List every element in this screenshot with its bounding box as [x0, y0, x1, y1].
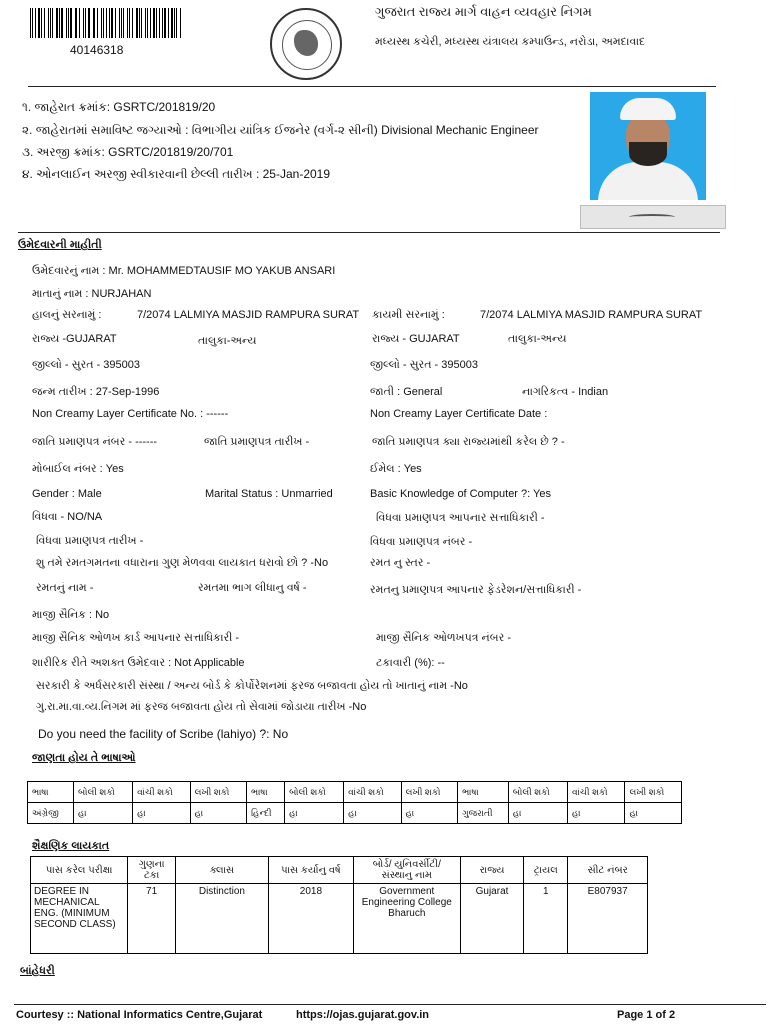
- footer-courtesy: Courtesy :: National Informatics Centre,Gujarat: [16, 1009, 263, 1021]
- taluka-permanent: તાલુકા-અન્ય: [508, 333, 567, 345]
- lang-r-cell: હા: [508, 803, 567, 824]
- state-permanent: રાજ્ય - GUJARAT: [372, 333, 460, 345]
- lang-h-cell: ભાષા: [247, 782, 285, 803]
- advert-post: ૨. જાહેરાતમાં સમાવિષ્ટ જગ્યાઓ : વિભાગીય યાંત્રિક ઈજનેર (વર્ગ-૨ સીની) Divisional Mechanic Engineer: [22, 123, 539, 137]
- education-header-row: [31, 857, 648, 884]
- physically-disabled: શારીરિક રીતે અશક્ત ઉમેદવાર : Not Applicable: [32, 657, 245, 669]
- ncl-certificate-no: Non Creamy Layer Certificate No. : ------: [32, 408, 229, 420]
- marital-status: Marital Status : Unmarried: [205, 488, 333, 500]
- lang-r-cell: હા: [344, 803, 401, 824]
- sports-cert-authority: રમતનુ પ્રમાણપત્ર આપનાર ફેડરેશન/સત્તાધિકારી -: [370, 584, 582, 596]
- edu-r-cell: 1: [524, 884, 568, 954]
- lang-r-cell: હિન્દી: [247, 803, 285, 824]
- caste: જાતી : General: [370, 386, 443, 398]
- widow-cert-authority: વિધવા પ્રમાણપત્ર આપનાર સત્તાધિકારી -: [376, 512, 545, 524]
- ex-serviceman-authority: માજી સૈનિક ઓળખ કાર્ડ આપનાર સત્તાધિકારી -: [32, 632, 240, 644]
- caste-cert-state: જાતિ પ્રમાણપત્ર ક્યા રાજ્યમાંથી કરેલ છે ? -: [372, 436, 565, 448]
- lang-r-cell: હા: [74, 803, 133, 824]
- edu-r-cell: Distinction: [175, 884, 268, 954]
- district-permanent: જીલ્લો - સુરત - 395003: [370, 359, 478, 371]
- last-date: ૪. ઓનલાઈન અરજી સ્વીકારવાની છેલ્લી તારીખ : 25-Jan-2019: [22, 167, 331, 181]
- education-section-title: શૈક્ષણિક લાયકાત: [32, 840, 110, 852]
- barcode-number: 40146318: [70, 43, 124, 57]
- languages-data-row: [28, 803, 682, 824]
- edu-r-cell: Government Engineering College Bharuch: [353, 884, 460, 954]
- ex-serviceman: માજી સૈનિક : No: [32, 609, 110, 621]
- footer-url[interactable]: https://ojas.gujarat.gov.in: [296, 1009, 430, 1021]
- languages-section-title: જાણતા હોય તે ભાષાઓ: [32, 752, 136, 764]
- date-of-birth: જન્મ તારીખ : 27-Sep-1996: [32, 386, 160, 398]
- lang-h-cell: બોલી શકો: [74, 782, 133, 803]
- lang-r-cell: ગુજરાતી: [458, 803, 509, 824]
- permanent-address: 7/2074 LALMIYA MASJID RAMPURA SURAT: [480, 309, 703, 321]
- edu-h-cell: રાજ્ય: [460, 857, 524, 884]
- candidate-section-title: ઉમેદવારની માહીતી: [18, 239, 102, 251]
- widow-cert-date: વિધવા પ્રમાણપત્ર તારીખ -: [36, 535, 144, 547]
- application-no: ૩. અરજી ક્રમાંક: GSRTC/201819/20/701: [22, 145, 234, 159]
- undertaking-title: બાંહેધરી: [20, 965, 55, 977]
- caste-cert-date: જાતિ પ્રમાણપત્ર તારીખ -: [204, 436, 310, 448]
- widow: વિધવા - NO/NA: [32, 511, 103, 523]
- scribe-facility: Do you need the facility of Scribe (lahiyo) ?: No: [38, 727, 289, 741]
- gsrtc-seal-icon: [270, 8, 342, 80]
- permanent-address-label: કાયમી સરનામું :: [372, 309, 445, 321]
- edu-r-cell: E807937: [568, 884, 648, 954]
- footer-divider: [14, 1004, 766, 1005]
- candidate-signature: [580, 205, 726, 229]
- org-name: ગુજરાત રાજ્ય માર્ગ વાહન વ્યવહાર નિગમ: [375, 4, 592, 19]
- languages-table: [27, 781, 682, 824]
- mobile: મોબાઈલ નંબર : Yes: [32, 463, 124, 475]
- email: ઈમેલ : Yes: [370, 463, 422, 475]
- disability-percent: ટકાવારી (%): --: [376, 657, 445, 669]
- sports-year: રમતમા ભાગ લીધાનુ વર્ષ -: [198, 582, 307, 594]
- lang-r-cell: હા: [401, 803, 457, 824]
- education-data-row: [31, 884, 648, 954]
- lang-h-cell: વાંચી શકો: [567, 782, 624, 803]
- lang-h-cell: લખી શકો: [625, 782, 682, 803]
- mother-name: માતાનું નામ : NURJAHAN: [32, 288, 152, 300]
- edu-h-cell: પાસ કર્યાનુ વર્ષ: [268, 857, 353, 884]
- candidate-name: ઉમેદવારનું નામ : Mr. MOHAMMEDTAUSIF MO YAKUB ANSARI: [32, 265, 336, 277]
- edu-h-cell: પાસ કરેલ પરીક્ષા: [31, 857, 128, 884]
- lang-r-cell: હા: [285, 803, 344, 824]
- section-divider: [18, 232, 720, 233]
- edu-r-cell: 71: [128, 884, 176, 954]
- lang-h-cell: ભાષા: [458, 782, 509, 803]
- caste-cert-no: જાતિ પ્રમાણપત્ર નંબર - ------: [32, 436, 158, 448]
- edu-h-cell: સીટ નંબર: [568, 857, 648, 884]
- sports-level: રમત નુ સ્તર -: [370, 557, 431, 569]
- org-address: મધ્યસ્થ કચેરી, મધ્યસ્થ યંત્રાલય કમ્પાઉન્ડ, નરોડા, અમદાવાદ: [375, 36, 646, 48]
- lang-r-cell: હા: [567, 803, 624, 824]
- lang-h-cell: ભાષા: [28, 782, 74, 803]
- edu-h-cell: ગુણના ટકા: [128, 857, 176, 884]
- edu-h-cell: ક્લાસ: [175, 857, 268, 884]
- sports-name: રમતનું નામ -: [36, 582, 94, 594]
- lang-h-cell: બોલી શકો: [508, 782, 567, 803]
- state-current: રાજ્ય -GUJARAT: [32, 333, 117, 345]
- languages-header-row: [28, 782, 682, 803]
- edu-h-cell: ટ્રાયલ: [524, 857, 568, 884]
- lang-r-cell: હા: [133, 803, 190, 824]
- widow-cert-no: વિધવા પ્રમાણપત્ર નંબર -: [370, 536, 473, 548]
- lang-r-cell: હા: [190, 803, 246, 824]
- sports-eligibility: શુ તમે રમતગમતના વધારાના ગુણ મેળવવા લાયકાત ધરાવો છો ? -No: [36, 557, 329, 569]
- barcode: [30, 8, 182, 38]
- lang-h-cell: બોલી શકો: [285, 782, 344, 803]
- education-table: [30, 856, 648, 954]
- computer-knowledge: Basic Knowledge of Computer ?: Yes: [370, 488, 552, 500]
- lang-h-cell: લખી શકો: [190, 782, 246, 803]
- advert-no: ૧. જાહેરાત ક્રમાંક: GSRTC/201819/20: [22, 100, 216, 114]
- lang-h-cell: વાંચી શકો: [133, 782, 190, 803]
- footer-page: Page 1 of 2: [617, 1009, 676, 1021]
- nationality: નાગરિકત્વ - Indian: [522, 386, 609, 398]
- lang-r-cell: અંગ્રેજી: [28, 803, 74, 824]
- ncl-certificate-date: Non Creamy Layer Certificate Date :: [370, 408, 548, 420]
- gender: Gender : Male: [32, 488, 102, 500]
- edu-r-cell: Gujarat: [460, 884, 524, 954]
- govt-job: સરકારી કે અર્ધસરકારી સંસ્થા / અન્ય બોર્ડ કે કોર્પોરેશનમાં ફરજ બજાવતા હોય તો ખાતાનું નામ -No: [36, 680, 468, 692]
- edu-h-cell: બોર્ડ/ યુનિવર્સીટી/ સંસ્થાનુ નામ: [353, 857, 460, 884]
- district-current: જીલ્લો - સુરત - 395003: [32, 359, 140, 371]
- lang-h-cell: વાંચી શકો: [344, 782, 401, 803]
- lang-h-cell: લખી શકો: [401, 782, 457, 803]
- current-address: 7/2074 LALMIYA MASJID RAMPURA SURAT: [137, 309, 360, 321]
- ex-serviceman-id-no: માજી સૈનિક ઓળખપત્ર નંબર -: [376, 632, 511, 644]
- gsrtc-job: ગુ.રા.મા.વા.વ્ય.નિગમ માં ફરજ બજાવતા હોય તો સેવામાં જોડાયા તારીખ -No: [36, 701, 367, 713]
- current-address-label: હાલનું સરનામું :: [32, 309, 102, 321]
- edu-r-cell: 2018: [268, 884, 353, 954]
- taluka-current: તાલુકા-અન્ય: [198, 335, 257, 347]
- edu-r-cell: DEGREE IN MECHANICAL ENG. (MINIMUM SECOND CLASS): [31, 884, 128, 954]
- lang-r-cell: હા: [625, 803, 682, 824]
- header-divider: [28, 86, 716, 87]
- candidate-photo: [590, 92, 706, 200]
